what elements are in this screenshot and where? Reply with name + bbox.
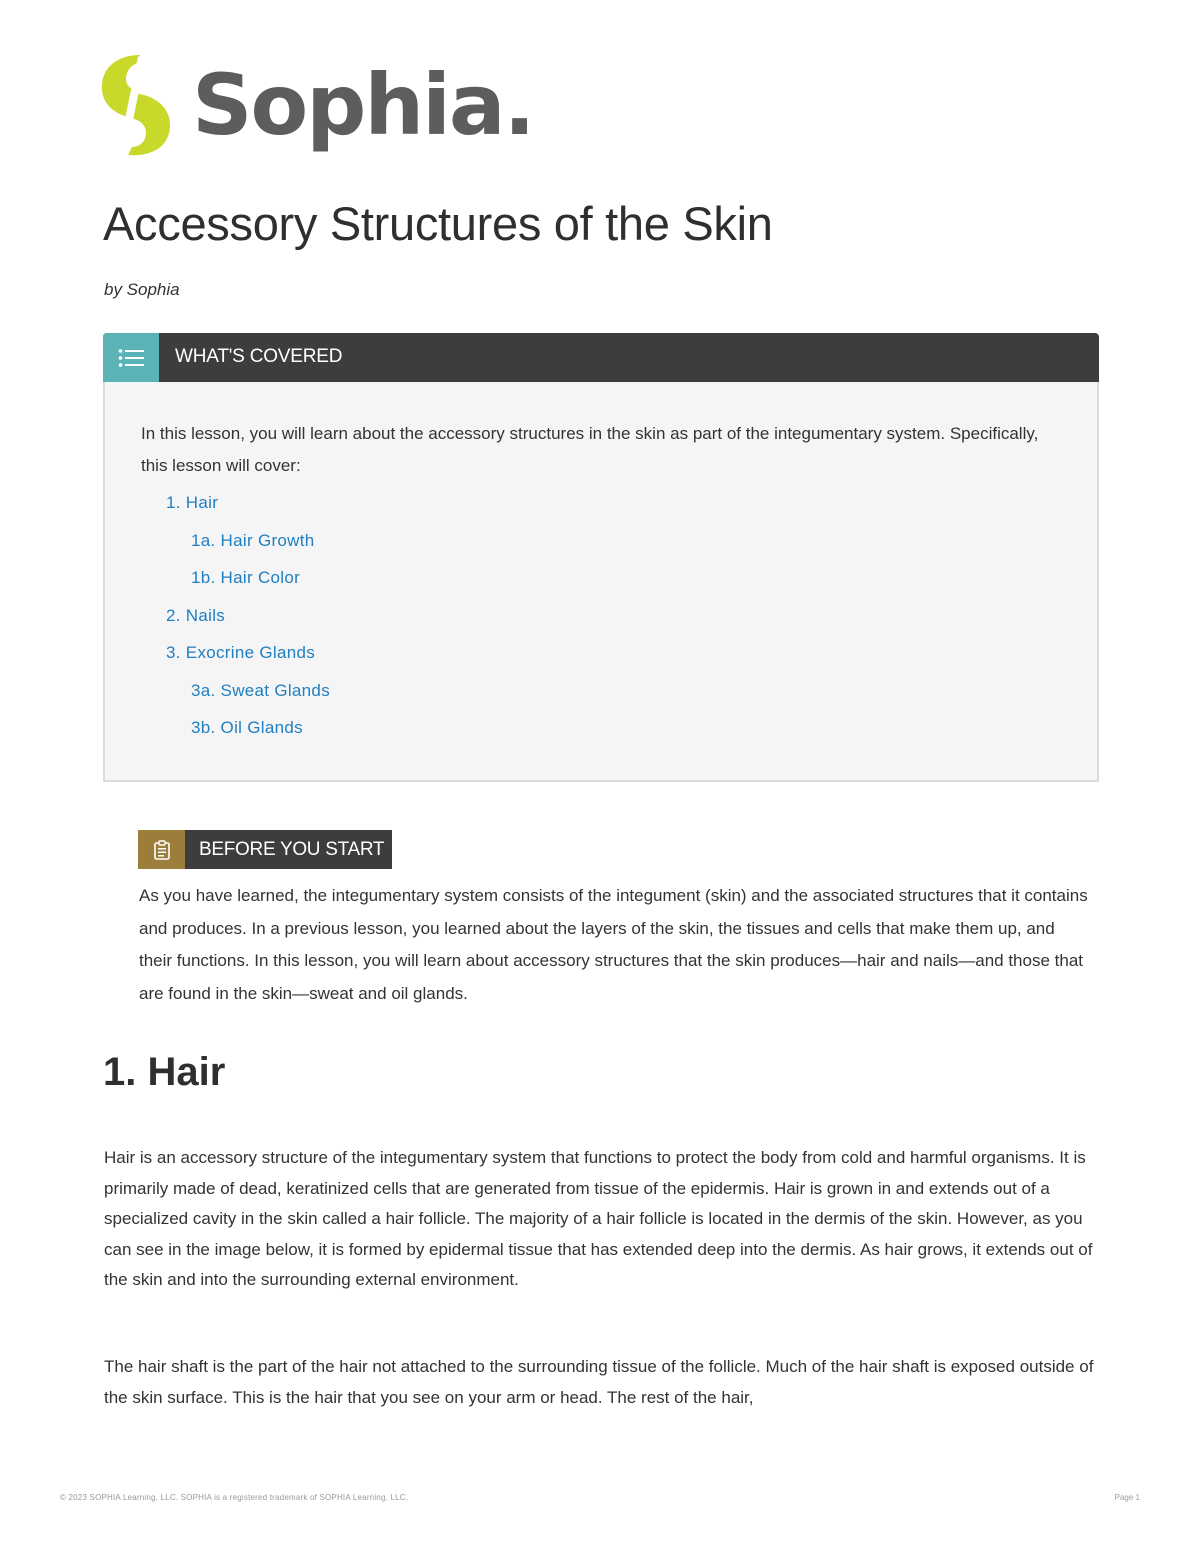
sophia-logo-mark-icon bbox=[100, 53, 172, 157]
toc-link-exocrine-glands[interactable]: 3. Exocrine Glands bbox=[166, 643, 316, 662]
before-you-start-label: BEFORE YOU START bbox=[199, 839, 385, 860]
whats-covered-body bbox=[103, 382, 1099, 782]
before-you-start-header bbox=[138, 830, 392, 869]
whats-covered-intro: In this lesson, you will learn about the accessory structures in the skin as part of the integumentary system. Specifically, this lesson will cover: bbox=[141, 424, 1039, 475]
before-you-start-text: As you have learned, the integumentary system consists of the integument (skin) and the associated structures that it contains and produces. In a previous lesson, you learned about the layers of the skin, the tissues and cells that make them up, and their functions. In this lesson, you will learn about accessory structures that the skin produces—hair and nails—and those that are found in the skin—sweat and oil glands. bbox=[139, 886, 1088, 1003]
list-icon bbox=[103, 333, 159, 382]
whats-covered-label: WHAT'S COVERED bbox=[175, 346, 343, 367]
clipboard-icon bbox=[138, 830, 185, 869]
byline: by Sophia bbox=[104, 280, 180, 299]
paragraph: The hair shaft is the part of the hair not attached to the surrounding tissue of the follicle. Much of the hair shaft is exposed outside of the skin surface. This is the hair that you see on your arm or head. The rest of the hair, bbox=[104, 1357, 1094, 1407]
toc-link-nails[interactable]: 2. Nails bbox=[166, 606, 226, 625]
toc-link-hair-growth[interactable]: 1a. Hair Growth bbox=[191, 531, 315, 550]
toc-link-hair[interactable]: 1. Hair bbox=[166, 493, 219, 512]
page-title: Accessory Structures of the Skin bbox=[103, 197, 773, 250]
toc-link-sweat-glands[interactable]: 3a. Sweat Glands bbox=[191, 681, 330, 700]
section-heading-hair: 1. Hair bbox=[103, 1050, 226, 1094]
toc-link-hair-color[interactable]: 1b. Hair Color bbox=[191, 568, 301, 587]
page-number: Page 1 bbox=[1114, 1493, 1140, 1502]
paragraph: Hair is an accessory structure of the integumentary system that functions to protect the body from cold and harmful organisms. It is primarily made of dead, keratinized cells that are generated from tissue of the epidermis. Hair is grown in and extends out of a specialized cavity in the skin called a hair follicle. The majority of a hair follicle is located in the dermis of the skin. However, as you can see in the image below, it is formed by epidermal tissue that has extended deep into the dermis. As hair grows, it extends out of the skin and into the surrounding external environment. bbox=[104, 1148, 1093, 1289]
whats-covered-header bbox=[103, 333, 1099, 382]
toc-link-oil-glands[interactable]: 3b. Oil Glands bbox=[191, 718, 303, 737]
footer-copyright: © 2023 SOPHIA Learning, LLC. SOPHIA is a registered trademark of SOPHIA Learning, LLC. bbox=[60, 1493, 409, 1502]
sophia-logo-wordmark: Sophia. bbox=[192, 56, 534, 154]
sophia-logo bbox=[100, 52, 534, 158]
